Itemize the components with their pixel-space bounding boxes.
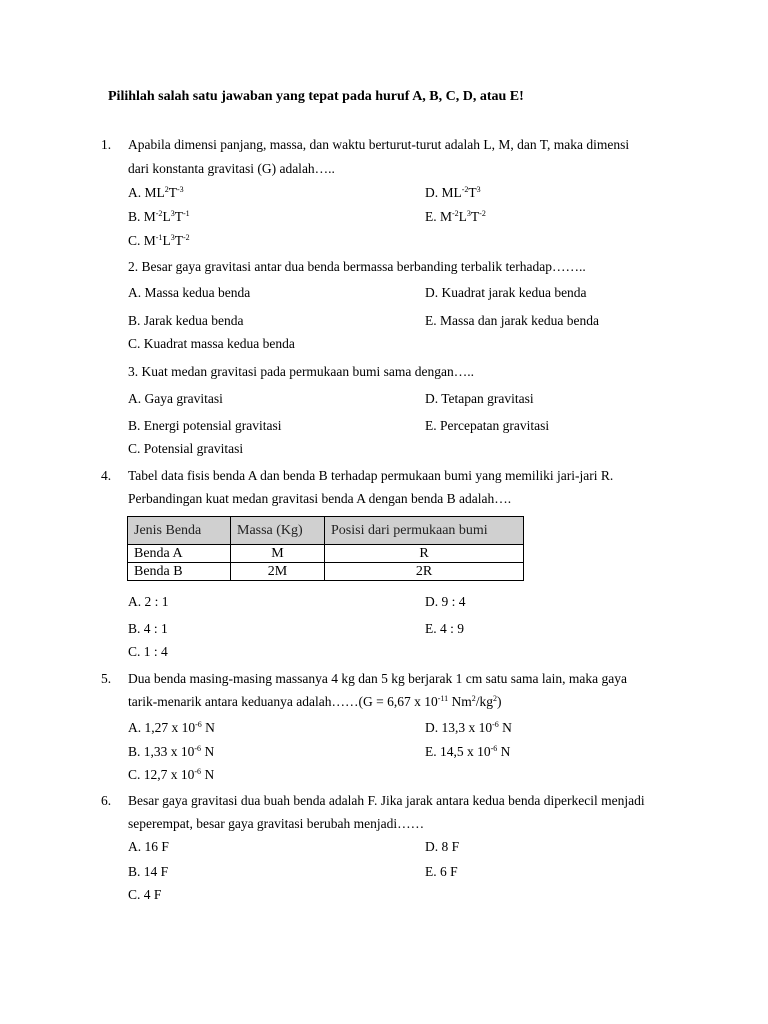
question-text: Perbandingan kuat medan gravitasi benda A dengan benda B adalah…. — [128, 491, 512, 506]
table-header-row — [128, 517, 524, 545]
question-number: 6. — [101, 793, 112, 808]
option-d: D. 8 F — [425, 839, 460, 854]
question-text: tarik-menarik antara keduanya adalah……(G = 6,67 x $10^{-11}$ $Nm^2/kg^2$) — [128, 694, 502, 709]
table-cell: Benda B — [128, 563, 231, 581]
question-text: Tabel data fisis benda A dan benda B terhadap permukaan bumi yang memiliki jari-jari R. — [128, 468, 614, 483]
option-d: D. 9 : 4 — [425, 594, 466, 609]
option-d: D. Kuadrat jarak kedua benda — [425, 285, 587, 300]
question-text: 3. Kuat medan gravitasi pada permukaan bumi sama dengan….. — [128, 364, 475, 379]
question-text: 2. Besar gaya gravitasi antar dua benda bermassa berbanding terbalik terhadap…….. — [128, 259, 586, 274]
instruction: Pilihlah salah satu jawaban yang tepat pada huruf A, B, C, D, atau E! — [108, 89, 524, 104]
option-b: B. $M^{-2}L^3T^{-1}$ — [128, 209, 190, 224]
option-a: A. 1,27 x $10^{-6}$ N — [128, 720, 215, 735]
option-a: A. $ML^2T^{-3}$ — [128, 185, 184, 200]
table-cell: R — [325, 545, 524, 563]
table-row — [128, 545, 524, 563]
option-b: B. 1,33 x $10^{-6}$ N — [128, 744, 215, 759]
option-a: A. Gaya gravitasi — [128, 391, 223, 406]
option-c: C. 12,7 x $10^{-6}$ N — [128, 767, 215, 782]
option-e: E. 14,5 x $10^{-6}$ N — [425, 744, 511, 759]
table-header: Jenis Benda — [128, 517, 231, 545]
option-e: E. $M^{-2}L^3T^{-2}$ — [425, 209, 486, 224]
option-d: D. Tetapan gravitasi — [425, 391, 534, 406]
option-b: B. 14 F — [128, 864, 169, 879]
question-text: dari konstanta gravitasi (G) adalah….. — [128, 161, 335, 176]
table-header: Massa (Kg) — [231, 517, 325, 545]
option-e: E. 4 : 9 — [425, 621, 464, 636]
option-b: B. Jarak kedua benda — [128, 313, 244, 328]
question-text: Besar gaya gravitasi dua buah benda adalah F. Jika jarak antara kedua benda diperkecil menjadi — [128, 793, 645, 808]
question-text: Apabila dimensi panjang, massa, dan waktu berturut-turut adalah L, M, dan T, maka dimensi — [128, 137, 630, 152]
option-c: C. 4 F — [128, 887, 162, 902]
option-c: C. 1 : 4 — [128, 644, 168, 659]
table-cell: Benda A — [128, 545, 231, 563]
question-number: 4. — [101, 468, 112, 483]
option-c: C. Potensial gravitasi — [128, 441, 244, 456]
table-row — [128, 563, 524, 581]
option-a: A. Massa kedua benda — [128, 285, 251, 300]
question-text: Dua benda masing-masing massanya 4 kg dan 5 kg berjarak 1 cm satu sama lain, maka gaya — [128, 671, 627, 686]
question-text: seperempat, besar gaya gravitasi berubah menjadi…… — [128, 816, 425, 831]
option-a: A. 2 : 1 — [128, 594, 169, 609]
data-table — [127, 516, 524, 581]
table-cell: 2R — [325, 563, 524, 581]
option-e: E. Massa dan jarak kedua benda — [425, 313, 599, 328]
question-number: 1. — [101, 137, 112, 152]
option-d: D. 13,3 x $10^{-6}$ N — [425, 720, 512, 735]
question-number: 5. — [101, 671, 112, 686]
table-header: Posisi dari permukaan bumi — [325, 517, 524, 545]
option-b: B. Energi potensial gravitasi — [128, 418, 282, 433]
option-c: C. Kuadrat massa kedua benda — [128, 336, 295, 351]
option-a: A. 16 F — [128, 839, 169, 854]
option-e: E. Percepatan gravitasi — [425, 418, 550, 433]
option-e: E. 6 F — [425, 864, 458, 879]
option-b: B. 4 : 1 — [128, 621, 168, 636]
table-cell: M — [231, 545, 325, 563]
table-cell: 2M — [231, 563, 325, 581]
option-c: C. $M^{-1}L^3T^{-2}$ — [128, 233, 190, 248]
option-d: D. $ML^{-2}T^3$ — [425, 185, 481, 200]
